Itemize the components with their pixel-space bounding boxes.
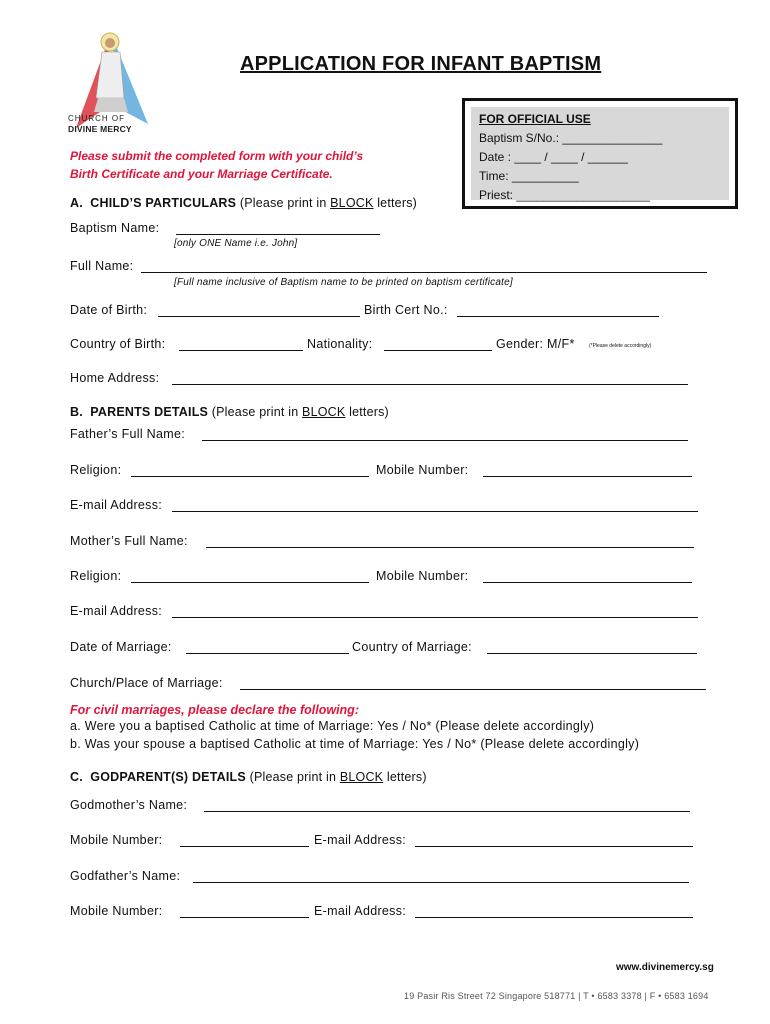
marriage-church-field[interactable]: [240, 689, 706, 690]
full-name-field[interactable]: [141, 272, 707, 273]
church-logo-text: [68, 114, 132, 135]
section-c-title: GODPARENT(S) DETAILS: [90, 770, 246, 784]
mother-religion-field[interactable]: [131, 582, 369, 583]
submission-line-1: Please submit the completed form with your child’s: [70, 149, 364, 163]
father-mobile-label: Mobile Number:: [376, 463, 469, 477]
date-of-birth-field[interactable]: [158, 316, 360, 317]
mother-name-field[interactable]: [206, 547, 694, 548]
section-c-heading: [70, 770, 427, 784]
logo-line-1: CHURCH OF: [68, 114, 125, 123]
section-b-hint-pre: (Please print in: [211, 405, 303, 419]
godfather-email-label: E-mail Address:: [314, 904, 407, 918]
nationality-label: Nationality:: [307, 337, 373, 351]
mother-name-label: Mother’s Full Name:: [70, 534, 188, 548]
official-time[interactable]: Time: __________: [479, 169, 579, 183]
father-name-label: Father’s Full Name:: [70, 427, 185, 441]
marriage-date-label: Date of Marriage:: [70, 640, 172, 654]
mother-mobile-label: Mobile Number:: [376, 569, 469, 583]
mother-mobile-field[interactable]: [483, 582, 692, 583]
official-use-heading: FOR OFFICIAL USE: [479, 112, 591, 126]
baptism-name-field[interactable]: [176, 234, 380, 235]
section-a-heading: [70, 196, 417, 210]
official-use-box: [462, 98, 738, 209]
section-b-letter: B.: [70, 405, 83, 419]
section-c-letter: C.: [70, 770, 83, 784]
civil-marriage-heading: For civil marriages, please declare the following:: [70, 703, 359, 717]
full-name-note: [Full name inclusive of Baptism name to be printed on baptism certificate]: [174, 277, 513, 288]
logo-line-2: DIVINE MERCY: [68, 124, 132, 134]
section-a-title: CHILD’S PARTICULARS: [90, 196, 237, 210]
section-c-hint-post: letters): [383, 770, 427, 784]
page-title: APPLICATION FOR INFANT BAPTISM: [240, 53, 602, 75]
mother-email-label: E-mail Address:: [70, 604, 163, 618]
home-address-field[interactable]: [172, 384, 688, 385]
section-c-hint-block: BLOCK: [339, 770, 384, 784]
godmother-name-field[interactable]: [204, 811, 690, 812]
mother-email-field[interactable]: [172, 617, 698, 618]
submission-instructions: [70, 147, 363, 183]
marriage-country-field[interactable]: [487, 653, 697, 654]
godfather-name-label: Godfather’s Name:: [70, 869, 181, 883]
godfather-mobile-field[interactable]: [180, 917, 309, 918]
section-a-hint-block: BLOCK: [330, 196, 374, 210]
footer-address: 19 Pasir Ris Street 72 Singapore 518771 | T • 6583 3378 | F • 6583 1694: [404, 991, 709, 1001]
official-priest[interactable]: Priest: ____________________: [479, 188, 650, 202]
father-email-label: E-mail Address:: [70, 498, 163, 512]
godfather-name-field[interactable]: [193, 882, 689, 883]
section-c-hint-pre: (Please print in: [249, 770, 340, 784]
country-of-birth-field[interactable]: [179, 350, 303, 351]
godmother-email-label: E-mail Address:: [314, 833, 407, 847]
godmother-mobile-label: Mobile Number:: [70, 833, 163, 847]
godfather-mobile-label: Mobile Number:: [70, 904, 163, 918]
section-a-hint-post: letters): [373, 196, 418, 210]
date-of-birth-label: Date of Birth:: [70, 303, 148, 317]
section-a-hint-pre: (Please print in: [239, 196, 331, 210]
godmother-name-label: Godmother’s Name:: [70, 798, 188, 812]
footer-website[interactable]: www.divinemercy.sg: [616, 962, 714, 973]
birth-cert-label: Birth Cert No.:: [364, 303, 448, 317]
official-baptism-sno[interactable]: Baptism S/No.: _______________: [479, 131, 663, 145]
father-name-field[interactable]: [202, 440, 688, 441]
godmother-mobile-field[interactable]: [180, 846, 309, 847]
baptism-name-note: [only ONE Name i.e. John]: [174, 238, 298, 249]
mother-religion-label: Religion:: [70, 569, 122, 583]
section-a-letter: A.: [70, 196, 83, 210]
section-b-hint-block: BLOCK: [302, 405, 346, 419]
full-name-label: Full Name:: [70, 259, 134, 273]
civil-question-a[interactable]: a. Were you a baptised Catholic at time of Marriage: Yes / No* (Please delete accordingly): [70, 719, 595, 733]
marriage-country-label: Country of Marriage:: [352, 640, 472, 654]
nationality-field[interactable]: [384, 350, 492, 351]
baptism-name-label: Baptism Name:: [70, 221, 160, 235]
birth-cert-field[interactable]: [457, 316, 659, 317]
marriage-church-label: Church/Place of Marriage:: [70, 676, 223, 690]
father-religion-field[interactable]: [131, 476, 369, 477]
father-email-field[interactable]: [172, 511, 698, 512]
father-mobile-field[interactable]: [483, 476, 692, 477]
marriage-date-field[interactable]: [186, 653, 349, 654]
section-b-title: PARENTS DETAILS: [90, 405, 209, 419]
civil-question-b[interactable]: b. Was your spouse a baptised Catholic at time of Marriage: Yes / No* (Please delete accordingly): [70, 737, 640, 751]
father-religion-label: Religion:: [70, 463, 122, 477]
home-address-label: Home Address:: [70, 371, 160, 385]
section-b-hint-post: letters): [345, 405, 389, 419]
submission-line-2: Birth Certificate and your Marriage Certificate.: [70, 167, 333, 181]
section-b-heading: [70, 405, 389, 419]
gender-label[interactable]: Gender: M/F*: [496, 337, 575, 351]
gender-note: (*Please delete accordingly): [589, 343, 652, 349]
official-use-panel: [471, 107, 729, 200]
country-of-birth-label: Country of Birth:: [70, 337, 166, 351]
godfather-email-field[interactable]: [415, 917, 693, 918]
official-date[interactable]: Date : ____ / ____ / ______: [479, 150, 628, 164]
godmother-email-field[interactable]: [415, 846, 693, 847]
